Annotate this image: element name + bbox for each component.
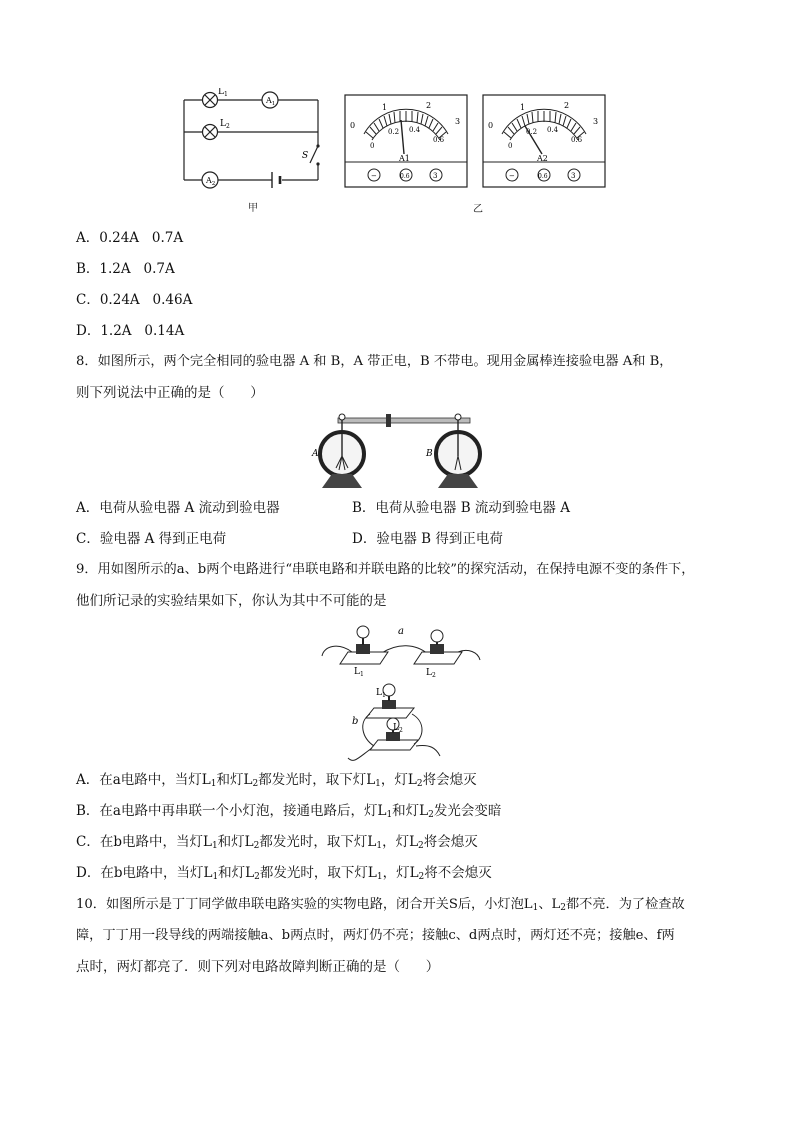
svg-text:B: B: [426, 449, 433, 459]
svg-text:0.6: 0.6: [538, 173, 548, 180]
svg-text:S: S: [302, 151, 309, 161]
svg-text:L2: $L_2$: [426, 668, 436, 679]
svg-text:3: 3: [571, 172, 576, 180]
q8-option-a: A．电荷从验电器 A 流动到验电器: [76, 500, 280, 516]
svg-text:2: 2: [564, 101, 570, 110]
q7-option-d: D．1.2A 0.14A: [76, 323, 185, 339]
figure-label-yi: 乙: [473, 204, 483, 215]
svg-text:b: b: [352, 716, 359, 727]
svg-text:0.4: 0.4: [409, 126, 421, 134]
figure-label-jia: 甲: [248, 203, 258, 214]
svg-text:L1: $L_1$: [354, 667, 364, 678]
q9-option-c: C．在b电路中，当灯$L_1$和灯$L_2$都发光时，取下灯$L_1$，灯$L_2$将会熄灭: [76, 834, 478, 851]
svg-text:A: A: [312, 449, 319, 459]
svg-text:0.2: 0.2: [526, 128, 538, 136]
q7-option-b: B．1.2A 0.7A: [76, 261, 175, 277]
q8-option-c: C．验电器 A 得到正电荷: [76, 531, 227, 547]
svg-text:1: 1: [382, 103, 388, 112]
svg-text:0.2: 0.2: [388, 128, 400, 136]
q7-option-a: A．0.24A 0.7A: [76, 230, 184, 246]
svg-text:A2: $A_2$: [206, 176, 216, 187]
q9-option-b: B．在a电路中再串联一个小灯泡，接通电路后，灯$L_1$和灯$L_2$发光会变暗: [76, 803, 502, 820]
svg-text:0.4: 0.4: [547, 126, 559, 134]
svg-text:0: 0: [508, 142, 513, 150]
q7-option-c: C．0.24A 0.46A: [76, 292, 193, 308]
q10-stem-line3: 点时，两灯都亮了．则下列对电路故障判断正确的是（ ）: [76, 959, 440, 975]
svg-text:2: 2: [426, 101, 432, 110]
svg-text:L1: $L_1$: [376, 688, 386, 699]
svg-text:3: 3: [593, 117, 599, 126]
svg-text:L2: $L_2$: [220, 119, 230, 130]
svg-text:0: 0: [370, 142, 375, 150]
q9-stem-line2: 他们所记录的实验结果如下，你认为其中不可能的是: [76, 593, 387, 609]
svg-text:L1: $L_1$: [218, 88, 228, 98]
q10-stem-line1: 10．如图所示是丁丁同学做串联电路实验的实物电路，闭合开关S后，小灯泡$L_1$、$L_2$都不亮．为了检查故: [76, 897, 685, 913]
svg-text:0.6: 0.6: [571, 136, 583, 144]
svg-text:0.6: 0.6: [433, 136, 445, 144]
svg-text:A2: A2: [537, 154, 548, 163]
q9-option-a: A．在a电路中，当灯$L_1$和灯$L_2$都发光时，取下灯$L_1$，灯$L_2$将会熄灭: [76, 772, 477, 789]
q8-option-d: D．验电器 B 得到正电荷: [352, 531, 503, 547]
svg-text:−: −: [371, 172, 377, 180]
q9-option-d: D．在b电路中，当灯$L_1$和灯$L_2$都发光时，取下灯$L_1$，灯$L_2$将不会熄灭: [76, 865, 492, 882]
svg-text:3: 3: [433, 172, 438, 180]
ammeter-a2: [482, 94, 606, 188]
svg-text:A1: $A_1$: [266, 96, 276, 107]
lamp-circuit-figure: [318, 618, 488, 766]
svg-text:A1: A1: [399, 154, 410, 163]
q8-option-b: B．电荷从验电器 B 流动到验电器 A: [352, 500, 570, 516]
svg-text:3: 3: [455, 117, 461, 126]
svg-text:L2: $L_2$: [393, 723, 403, 734]
q10-stem-line2: 障，丁丁用一段导线的两端接触a、b两点时，两灯仍不亮；接触c、d两点时，两灯还不亮；接触e、f两: [76, 928, 675, 943]
svg-text:0.6: 0.6: [400, 173, 410, 180]
svg-text:1: 1: [520, 103, 526, 112]
q9-stem-line1: 9．用如图所示的a、b两个电路进行“串联电路和并联电路的比较”的探究活动，在保持电源不变的条件下，: [76, 562, 695, 577]
q8-stem-line1: 8．如图所示，两个完全相同的验电器 A 和 B，A 带正电，B 不带电。现用金属棒连接验电器 A和 B，: [76, 354, 673, 369]
svg-text:−: −: [509, 172, 515, 180]
circuit-diagram-jia: [180, 88, 325, 193]
q8-stem-line2: 则下列说法中正确的是（ ）: [76, 385, 264, 401]
svg-text:a: a: [398, 626, 404, 637]
electroscope-figure: [308, 412, 488, 494]
svg-text:0: 0: [350, 121, 356, 130]
svg-text:0: 0: [488, 121, 494, 130]
ammeter-a1: [344, 94, 468, 188]
